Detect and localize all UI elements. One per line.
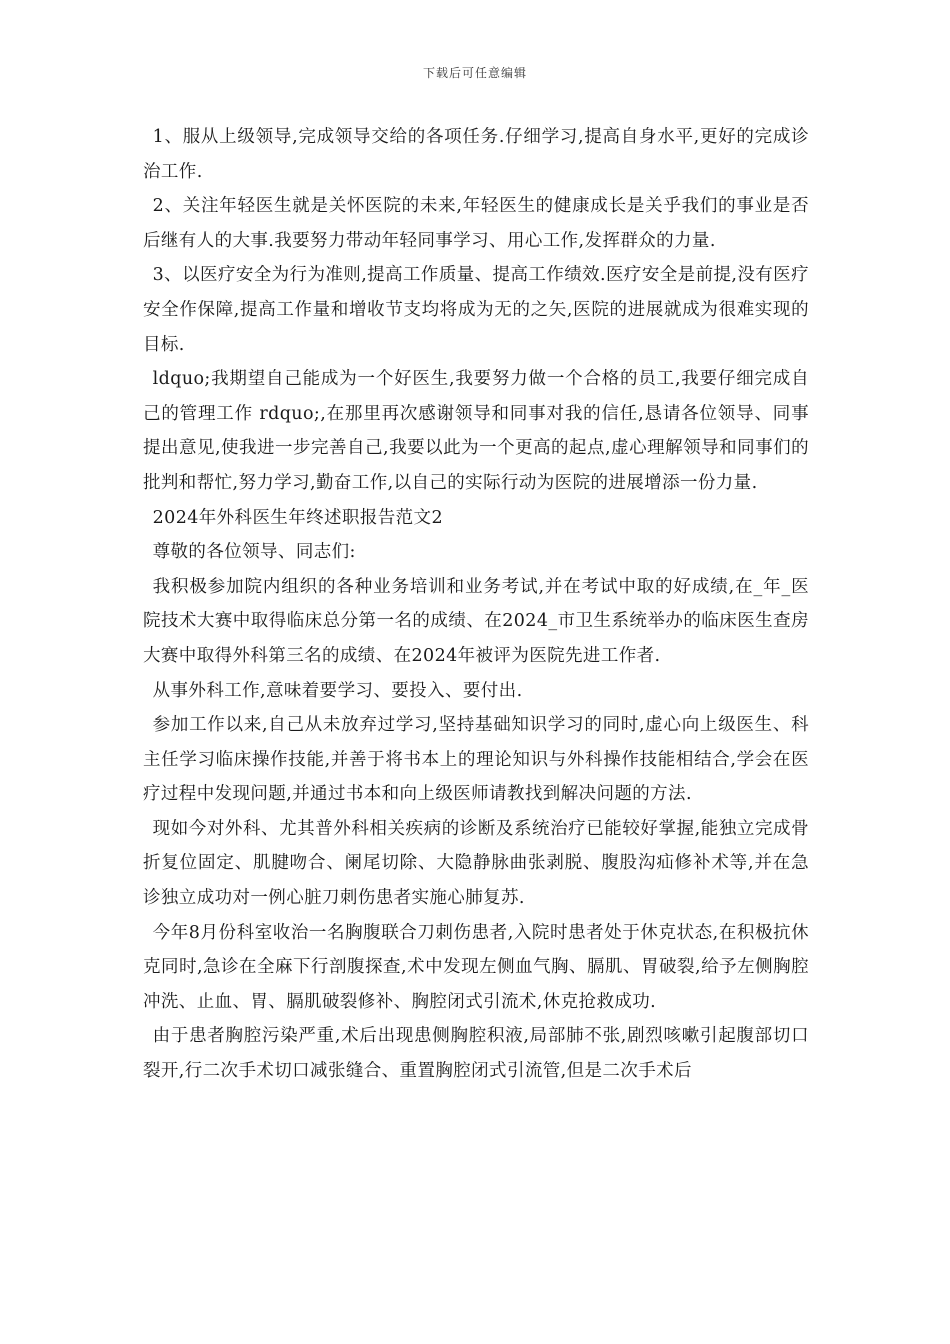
paragraph-4: ldquo;我期望自己能成为一个好医生,我要努力做一个合格的员工,我要仔细完成自己的管理工作 rdquo;,在那里再次感谢领导和同事对我的信任,恳请各位领导、同事提出意见,使我进一步完善自己,我要以此为一个更高的起点,虚心理解领导和同事们的批判和帮忙,努力学习,勤奋工作,以自己的实际行动为医院的进展增添一份力量. xyxy=(143,369,809,493)
section-title: 2024年外科医生年终述职报告范文2 xyxy=(152,507,443,528)
paragraph-8: 从事外科工作,意味着要学习、要投入、要付出. xyxy=(152,680,523,701)
paragraph-10: 现如今对外科、尤其普外科相关疾病的诊断及系统治疗已能较好掌握,能独立完成骨折复位固定、肌腱吻合、阑尾切除、大隐静脉曲张剥脱、腹股沟疝修补术等,并在急诊独立成功对一例心脏刀刺伤患者实施心肺复苏. xyxy=(143,818,809,909)
paragraph-3: 3、以医疗安全为行为准则,提高工作质量、提高工作绩效.医疗安全是前提,没有医疗安全作保障,提高工作量和增收节支均将成为无的之矢,医院的进展就成为很难实现的目标. xyxy=(143,265,809,355)
paragraph-7: 我积极参加院内组织的各种业务培训和业务考试,并在考试中取的好成绩,在_年_医院技术大赛中取得临床总分第一名的成绩、在2024_市卫生系统举办的临床医生查房大赛中取得外科第三名的成绩、在2024年被评为医院先进工作者. xyxy=(143,576,809,666)
paragraph-11: 今年8月份科室收治一名胸腹联合刀刺伤患者,入院时患者处于休克状态,在积极抗休克同时,急诊在全麻下行剖腹探查,术中发现左侧血气胸、膈肌、胃破裂,给予左侧胸腔冲洗、止血、胃、膈肌破裂修补、胸腔闭式引流术,休克抢救成功. xyxy=(143,922,809,1012)
paragraph-9: 参加工作以来,自己从未放弃过学习,坚持基础知识学习的同时,虚心向上级医生、科主任学习临床操作技能,并善于将书本上的理论知识与外科操作技能相结合,学会在医疗过程中发现问题,并通过书本和向上级医师请教找到解决问题的方法. xyxy=(143,715,809,805)
paragraph-1: 1、服从上级领导,完成领导交给的各项任务.仔细学习,提高自身水平,更好的完成诊治工作. xyxy=(143,127,809,182)
document-body xyxy=(143,120,809,1089)
paragraph-2: 2、关注年轻医生就是关怀医院的未来,年轻医生的健康成长是关乎我们的事业是否后继有人的大事.我要努力带动年轻同事学习、用心工作,发挥群众的力量. xyxy=(143,196,809,251)
page-header: 下载后可任意编辑 xyxy=(422,66,527,80)
paragraph-12: 由于患者胸腔污染严重,术后出现患侧胸腔积液,局部肺不张,剧烈咳嗽引起腹部切口裂开,行二次手术切口减张缝合、重置胸腔闭式引流管,但是二次手术后 xyxy=(143,1026,809,1082)
salutation: 尊敬的各位领导、同志们: xyxy=(152,542,356,563)
